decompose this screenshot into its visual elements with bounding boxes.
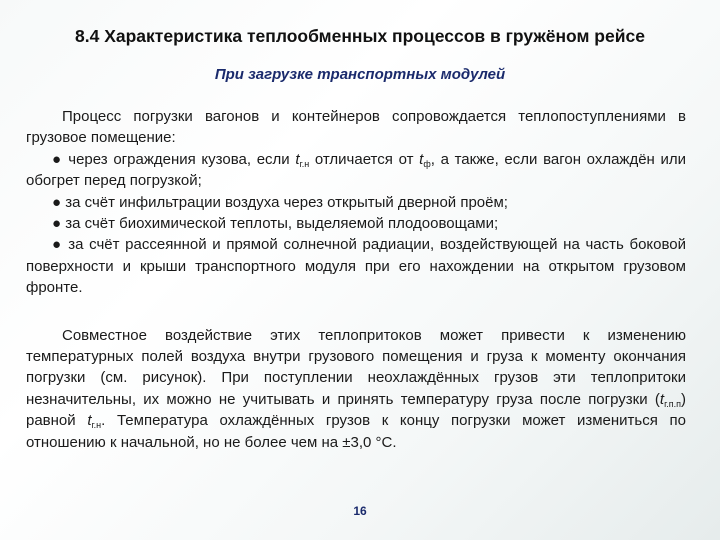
slide-subtitle: При загрузке транспортных модулей: [214, 66, 506, 83]
intro-paragraph: Процесс погрузки вагонов и контейнеров сопровождается теплопоступлениями в грузовое помещение:: [26, 108, 686, 147]
bullet-icon: ●: [52, 215, 62, 233]
bullet-icon: ●: [52, 150, 63, 168]
list-item: ● через ограждения кузова, если $t_{г.н}$ отличается от $t_ф$, а также, если вагон охлаждён или обогрет перед погрузкой;: [26, 150, 687, 190]
page-number: 16: [353, 504, 367, 518]
second-paragraph: Совместное воздействие этих теплопритоков может привести к изменению температурных полей воздуха внутри грузового помещения и груза к моменту окончания погрузки (см. рисунок). При поступлении неохлаждённых грузов эти теплопритоки незначительны, их можно не учитывать и принять температуру груза после погрузки $(t_{г.п.п})$ равной $t_{г.н}$. Температура охлаждённых грузов к концу погрузки может измениться по отношению к начальной, но не более чем на ±3,0 °С.: [26, 326, 686, 451]
body-text: [26, 106, 686, 453]
bullet-icon: ●: [52, 236, 63, 254]
list-item: ● за счёт рассеянной и прямой солнечной радиации, воздействующей на часть боковой поверхности и крыши транспортного модуля при его нахождении на открытом грузовом фронте.: [26, 236, 687, 297]
bullet-icon: ●: [52, 193, 62, 211]
list-item: ● за счёт инфильтрации воздуха через открытый дверной проём;: [52, 193, 508, 211]
list-item: ● за счёт биохимической теплоты, выделяемой плодоовощами;: [52, 215, 499, 233]
slide-title: 8.4 Характеристика теплообменных процессов в гружёном рейсе: [75, 26, 645, 46]
